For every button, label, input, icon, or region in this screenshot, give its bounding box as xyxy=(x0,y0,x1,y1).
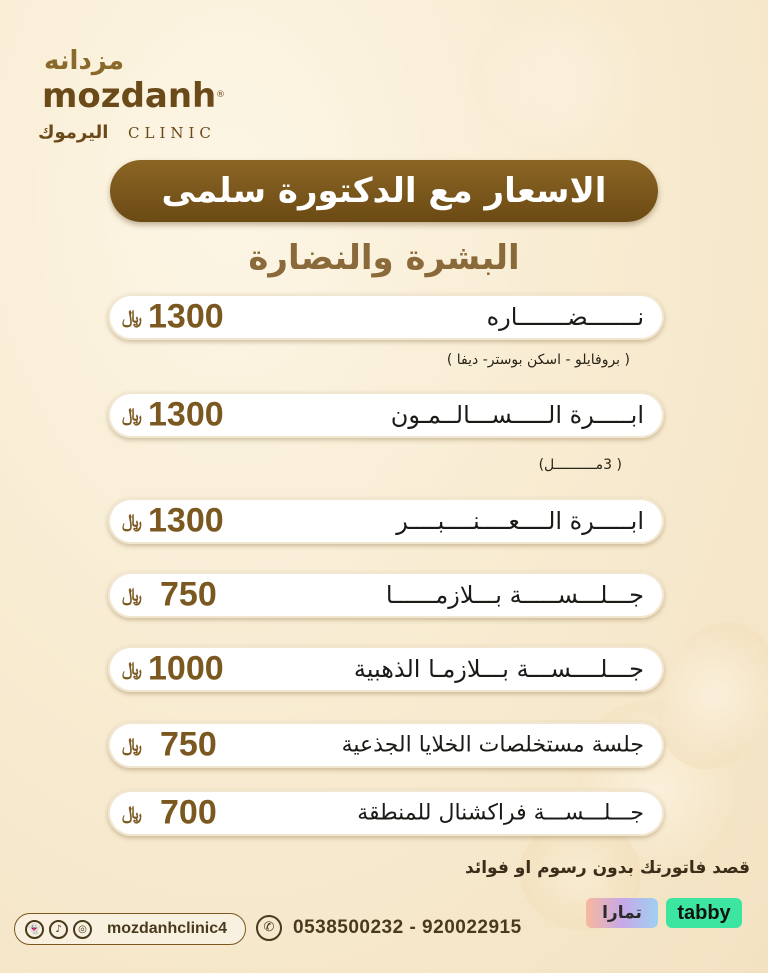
price-row xyxy=(108,790,664,836)
riyal-icon: ﷼ xyxy=(122,658,142,680)
logo-branch: اليرموك xyxy=(38,122,109,143)
riyal-icon: ﷼ xyxy=(122,584,142,606)
tabby-label: tabby xyxy=(677,901,731,924)
price-row xyxy=(108,572,664,618)
logo-clinic: CLINIC xyxy=(128,124,216,142)
clinic-logo xyxy=(38,46,238,143)
tiktok-icon[interactable]: ♪ xyxy=(49,920,68,939)
price-row xyxy=(108,498,664,544)
service-price: 750 xyxy=(160,575,217,614)
tamara-label: تمارا xyxy=(602,903,642,923)
background-flower xyxy=(470,10,650,150)
service-price: 1300 xyxy=(148,297,224,336)
service-price: 1300 xyxy=(148,501,224,540)
title-banner: الاسعار مع الدكتورة سلمى xyxy=(110,160,658,222)
instagram-icon[interactable]: ◎ xyxy=(73,920,92,939)
snapchat-icon[interactable]: 👻 xyxy=(25,920,44,939)
social-box xyxy=(14,913,246,945)
registered-mark: ® xyxy=(216,90,225,100)
riyal-icon: ﷼ xyxy=(122,306,142,328)
tabby-badge xyxy=(666,898,742,928)
logo-arabic: مزدانه xyxy=(44,46,125,76)
service-label: نـــــــضـــــــاره xyxy=(486,303,644,331)
price-row xyxy=(108,646,664,692)
service-price: 700 xyxy=(160,793,217,832)
service-label: جـــلــــســـة بـــلازمـا الذهبية xyxy=(353,655,644,683)
service-price: 750 xyxy=(160,725,217,764)
section-title: البشرة والنضارة xyxy=(248,238,520,278)
price-row xyxy=(108,294,664,340)
price-row xyxy=(108,392,664,438)
installments-note: قصد فاتورتك بدون رسوم او فوائد xyxy=(465,858,750,878)
social-handle[interactable]: mozdanhclinic4 xyxy=(107,920,228,937)
service-price: 1000 xyxy=(148,649,224,688)
service-label: جلسة مستخلصات الخلايا الجذعية xyxy=(341,732,644,758)
service-price: 1300 xyxy=(148,395,224,434)
riyal-icon: ﷼ xyxy=(122,404,142,426)
service-label: جـــلـــســـة فراكشنال للمنطقة xyxy=(357,800,644,826)
riyal-icon: ﷼ xyxy=(122,802,142,824)
service-label: جـــلـــســـــة بـــلازمــــــا xyxy=(385,581,644,609)
phone-numbers[interactable]: 0538500232 - 920022915 xyxy=(293,917,522,938)
service-label: ابـــــرة الـــــســـالــمـون xyxy=(390,401,644,429)
service-label: ابـــــرة الــــعــــنــــبــــر xyxy=(396,507,644,535)
tamara-badge xyxy=(586,898,658,928)
service-note: ( 3مــــــــــل) xyxy=(538,457,622,473)
price-row xyxy=(108,722,664,768)
logo-english: mozdanh xyxy=(42,76,217,116)
riyal-icon: ﷼ xyxy=(122,734,142,756)
phone-icon: ✆ xyxy=(256,915,282,941)
riyal-icon: ﷼ xyxy=(122,510,142,532)
service-note: ( بروفايلو - اسكن بوستر- ديفا ) xyxy=(446,352,630,368)
